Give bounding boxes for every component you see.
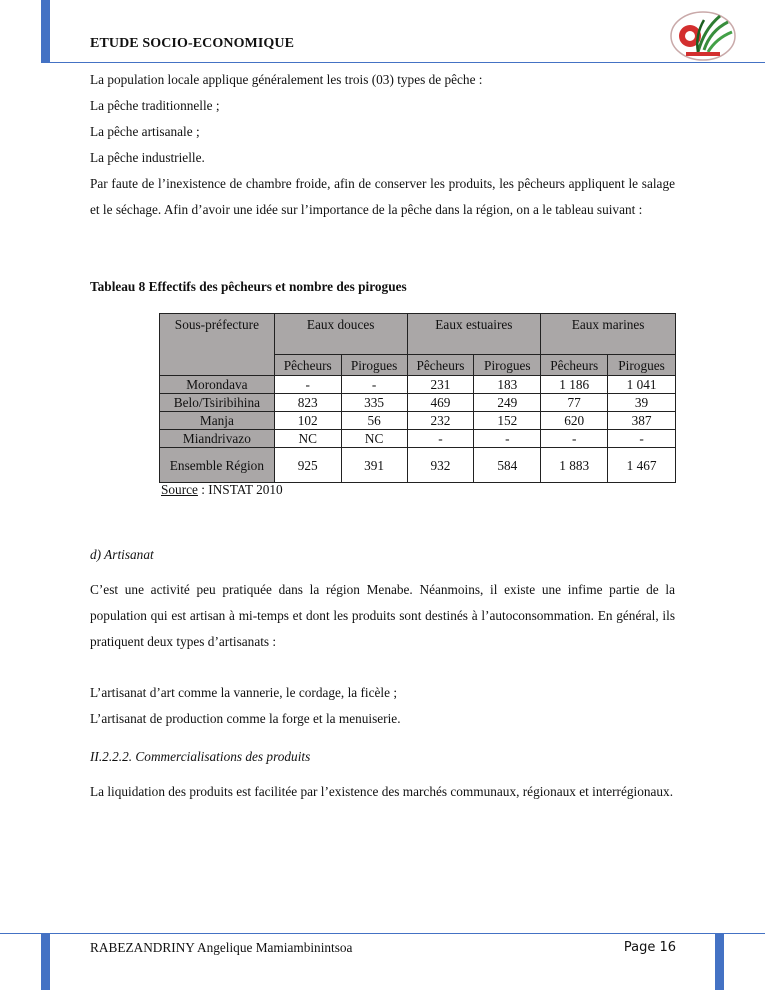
table-cell: NC [274, 430, 341, 448]
table-cell: - [608, 430, 676, 448]
row-label: Miandrivazo [160, 430, 275, 448]
table-group-header: Eaux marines [541, 314, 676, 355]
table-subheader: Pirogues [341, 355, 407, 376]
source-label: Source [161, 482, 198, 497]
table-row [160, 412, 676, 430]
table-cell: NC [341, 430, 407, 448]
table-cell: 823 [274, 394, 341, 412]
table-cell: 925 [274, 448, 341, 483]
table-cell: 39 [608, 394, 676, 412]
table-cell: 1 883 [541, 448, 608, 483]
table-cell: 152 [474, 412, 541, 430]
table-row [160, 448, 676, 483]
table-cell: 56 [341, 412, 407, 430]
table-row [160, 376, 676, 394]
row-label: Belo/Tsiribihina [160, 394, 275, 412]
table-subheader: Pirogues [474, 355, 541, 376]
table-cell: 77 [541, 394, 608, 412]
fishers-table [159, 313, 676, 483]
table-cell: 335 [341, 394, 407, 412]
table-cell: 1 186 [541, 376, 608, 394]
table-group-header: Eaux estuaires [407, 314, 541, 355]
table-cell: 387 [608, 412, 676, 430]
table-cell: 1 041 [608, 376, 676, 394]
table-cell: 183 [474, 376, 541, 394]
list-item: L’artisanat de production comme la forge et la menuiserie. [90, 711, 401, 726]
table-cell: - [341, 376, 407, 394]
footer-author: RABEZANDRINY Angelique Mamiambinintsoa [90, 940, 353, 955]
table-cell: - [274, 376, 341, 394]
table-cell: 584 [474, 448, 541, 483]
table-cell: 391 [341, 448, 407, 483]
list-item: La pêche traditionnelle ; [90, 98, 220, 113]
header-accent-bar [41, 0, 50, 62]
table-caption: Tableau 8 Effectifs des pêcheurs et nombre des pirogues [90, 279, 407, 294]
table-row [160, 430, 676, 448]
row-label: Morondava [160, 376, 275, 394]
intro-paragraph: La population locale applique généralement les trois (03) types de pêche : [90, 72, 483, 87]
table-group-header: Eaux douces [274, 314, 407, 355]
table-corner-header: Sous-préfecture [160, 314, 275, 376]
table-cell: 102 [274, 412, 341, 430]
footer-accent-bar-right [715, 933, 724, 990]
table-cell: 231 [407, 376, 474, 394]
table-cell: 469 [407, 394, 474, 412]
table-subheader: Pêcheurs [541, 355, 608, 376]
list-item: L’artisanat d’art comme la vannerie, le cordage, la ficèle ; [90, 685, 398, 700]
table-cell: - [407, 430, 474, 448]
table-subheader: Pirogues [608, 355, 676, 376]
table-cell: 932 [407, 448, 474, 483]
page-number: Page 16 [623, 940, 676, 955]
list-item: La pêche industrielle. [90, 150, 205, 165]
paragraph-artisanat: C’est une activité peu pratiquée dans la région Menabe. Néanmoins, il existe une infime partie de la population qui est artisan à mi-temps et dont les produits sont destinés à l’autoconsommation. En général, ils pratiquent deux types d’artisanats : [90, 582, 675, 649]
footer-rule [0, 933, 765, 934]
table-cell: - [541, 430, 608, 448]
table-cell: 232 [407, 412, 474, 430]
paragraph-salage: Par faute de l’inexistence de chambre froide, afin de conserver les produits, les pêcheurs appliquent le salage et le séchage. Afin d’avoir une idée sur l’importance de la pêche dans la région, on a le tableau suivant : [90, 176, 675, 217]
source-text: : INSTAT 2010 [197, 482, 283, 497]
table-cell: 249 [474, 394, 541, 412]
table-cell: - [474, 430, 541, 448]
header-rule [41, 62, 765, 63]
footer-accent-bar-left [41, 933, 50, 990]
row-label: Manja [160, 412, 275, 430]
section-heading-artisanat: d) Artisanat [90, 547, 154, 562]
table-subheader: Pêcheurs [407, 355, 474, 376]
list-item: La pêche artisanale ; [90, 124, 200, 139]
table-cell: 1 467 [608, 448, 676, 483]
table-cell: 620 [541, 412, 608, 430]
page-header-title: ETUDE SOCIO-ECONOMIQUE [90, 36, 295, 51]
table-subheader: Pêcheurs [274, 355, 341, 376]
table-source [161, 482, 283, 498]
row-label: Ensemble Région [160, 448, 275, 483]
section-heading-commercialisation: II.2.2.2. Commercialisations des produits [90, 749, 311, 764]
table-row [160, 394, 676, 412]
paragraph-commercialisation: La liquidation des produits est facilitée par l’existence des marchés communaux, régionaux et interrégionaux. [90, 784, 674, 799]
university-logo-icon [668, 8, 738, 62]
